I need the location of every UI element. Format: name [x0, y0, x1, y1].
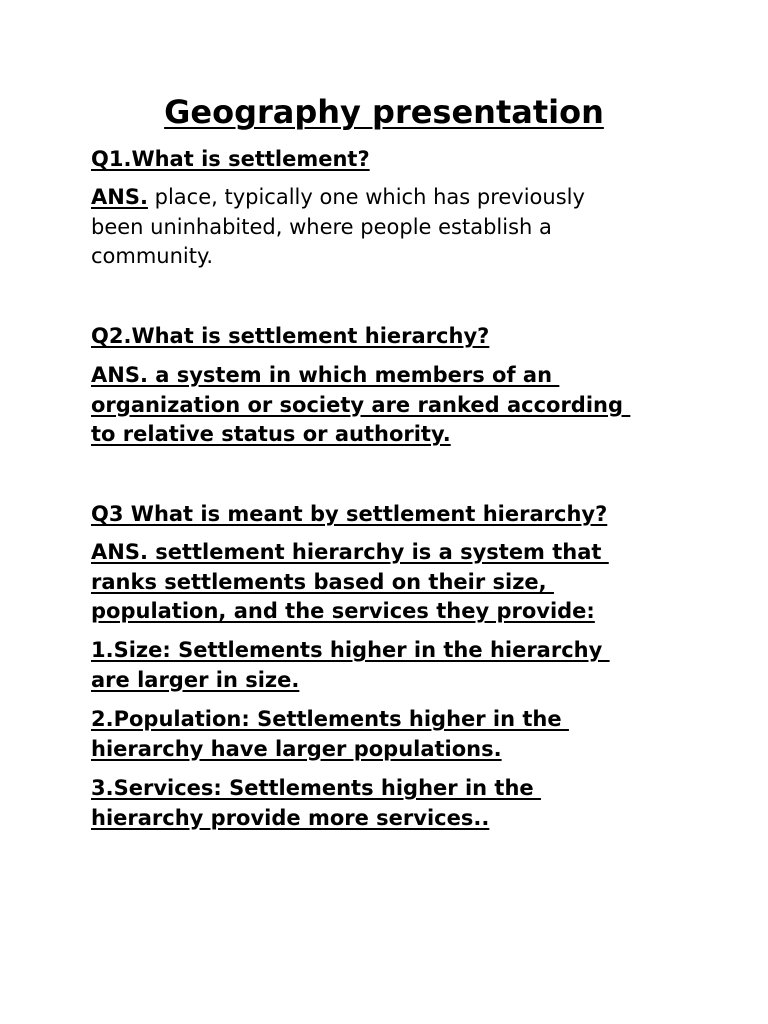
answer-1-line-2: been uninhabited, where people establish a	[91, 214, 552, 239]
answer-1-label: ANS.	[91, 185, 148, 209]
answer-1-line-3: community.	[91, 244, 214, 268]
answer-3-line-1: ANS. settlement hierarchy is a system that	[91, 540, 609, 564]
point-population	[91, 705, 691, 764]
point-size	[91, 636, 691, 695]
answer-1-line-1	[91, 183, 691, 213]
point-services-line-1: 3.Services: Settlements higher in the	[91, 776, 541, 800]
question-2: Q2.What is settlement hierarchy?	[91, 324, 490, 348]
point-size-line-2: are larger in size.	[91, 667, 300, 692]
point-population-line-1: 2.Population: Settlements higher in the	[91, 707, 569, 731]
answer-1-text: place, typically one which has previously	[147, 185, 585, 209]
answer-2-line-1: ANS. a system in which members of an	[91, 363, 560, 387]
answer-1	[91, 183, 691, 272]
point-services-line-2: hierarchy provide more services..	[91, 805, 490, 830]
answer-3-line-2: ranks settlements based on their size,	[91, 569, 554, 594]
question-3: Q3 What is meant by settlement hierarchy?	[91, 502, 608, 526]
answer-2	[91, 361, 691, 450]
answer-3	[91, 538, 691, 627]
point-services	[91, 774, 691, 833]
question-1: Q1.What is settlement?	[91, 147, 370, 171]
page-title: Geography presentation	[164, 93, 604, 131]
answer-2-line-3: to relative status or authority.	[91, 422, 451, 446]
point-size-line-1: 1.Size: Settlements higher in the hierarchy	[91, 638, 610, 662]
answer-3-line-3: population, and the services they provide:	[91, 599, 595, 623]
answer-2-line-2: organization or society are ranked according	[91, 392, 631, 417]
point-population-line-2: hierarchy have larger populations.	[91, 736, 502, 761]
